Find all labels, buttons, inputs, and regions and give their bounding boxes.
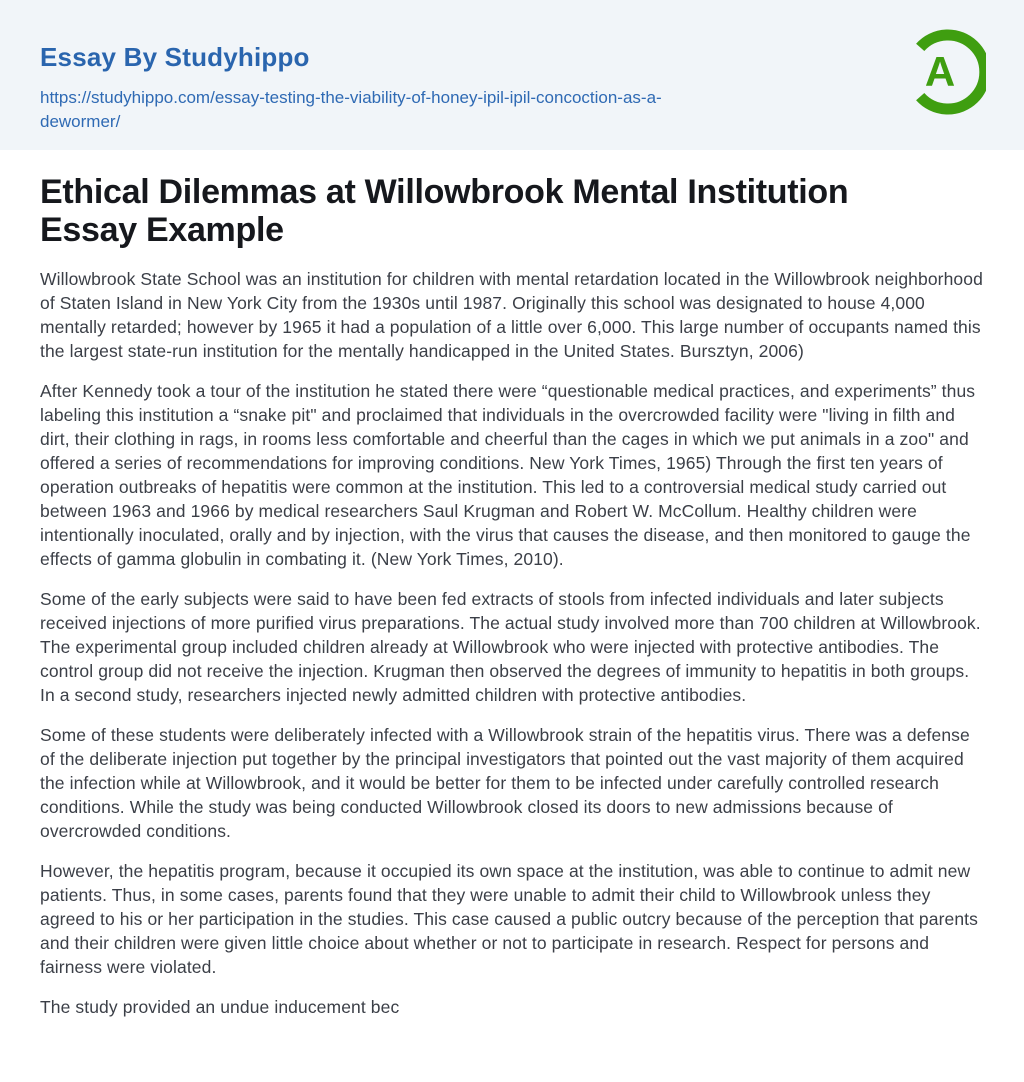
essay-paragraph: Willowbrook State School was an institution for children with mental retardation located in the Willowbrook neighborhood of Staten Island in New York City from the 1930s until 1987. Originally this school was designated to house 4,000 mentally retarded; however by 1965 it had a population of a little over 6,000. This large number of occupants named this the largest state-run institution for the mentally handicapped in the United States. Bursztyn, 2006) [40,269,983,361]
essay-content [0,173,1024,1019]
header [0,0,1024,150]
logo-letter: A [924,48,956,95]
essay-title: Ethical Dilemmas at Willowbrook Mental Institution Essay Example [40,173,849,249]
essay-paragraph: The study provided an undue inducement bec [40,997,400,1017]
logo-arc-icon [904,25,986,119]
site-title-link[interactable]: Essay By Studyhippo [40,42,310,72]
studyhippo-logo[interactable] [904,25,986,119]
essay-paragraph: Some of these students were deliberately infected with a Willowbrook strain of the hepatitis virus. There was a defense of the deliberate injection put together by the principal investigators that pointed out the vast majority of them acquired the infection while at Willowbrook, and it would be better for them to be infected under carefully controlled research conditions. While the study was being conducted Willowbrook closed its doors to new admissions because of overcrowded conditions. [40,725,970,841]
essay-url-link[interactable]: https://studyhippo.com/essay-testing-the-viability-of-honey-ipil-ipil-concoction-as-a-dewormer/ [40,88,662,131]
essay-paragraph: Some of the early subjects were said to have been fed extracts of stools from infected individuals and later subjects received injections of more purified virus preparations. The actual study involved more than 700 children at Willowbrook. The experimental group included children already at Willowbrook who were injected with protective antibodies. The control group did not receive the injection. Krugman then observed the degrees of immunity to hepatitis in both groups. In a second study, researchers injected newly admitted children with protective antibodies. [40,589,981,705]
essay-paragraph: However, the hepatitis program, because it occupied its own space at the institution, was able to continue to admit new patients. Thus, in some cases, parents found that they were unable to admit their child to Willowbrook unless they agreed to his or her participation in the studies. This case caused a public outcry because of the perception that parents and their children were given little choice about whether or not to participate in research. Respect for persons and fairness were violated. [40,861,978,977]
essay-paragraph: After Kennedy took a tour of the institution he stated there were “questionable medical practices, and experiments” thus labeling this institution a “snake pit" and proclaimed that individuals in the overcrowded facility were "living in filth and dirt, their clothing in rags, in rooms less comfortable and cheerful than the cages in which we put animals in a zoo" and offered a series of recommendations for improving conditions. New York Times, 1965) Through the first ten years of operation outbreaks of hepatitis were common at the institution. This led to a controversial medical study carried out between 1963 and 1966 by medical researchers Saul Krugman and Robert W. McCollum. Healthy children were intentionally inoculated, orally and by injection, with the virus that causes the disease, and then monitored to gauge the effects of gamma globulin in combating it. (New York Times, 2010). [40,381,976,569]
